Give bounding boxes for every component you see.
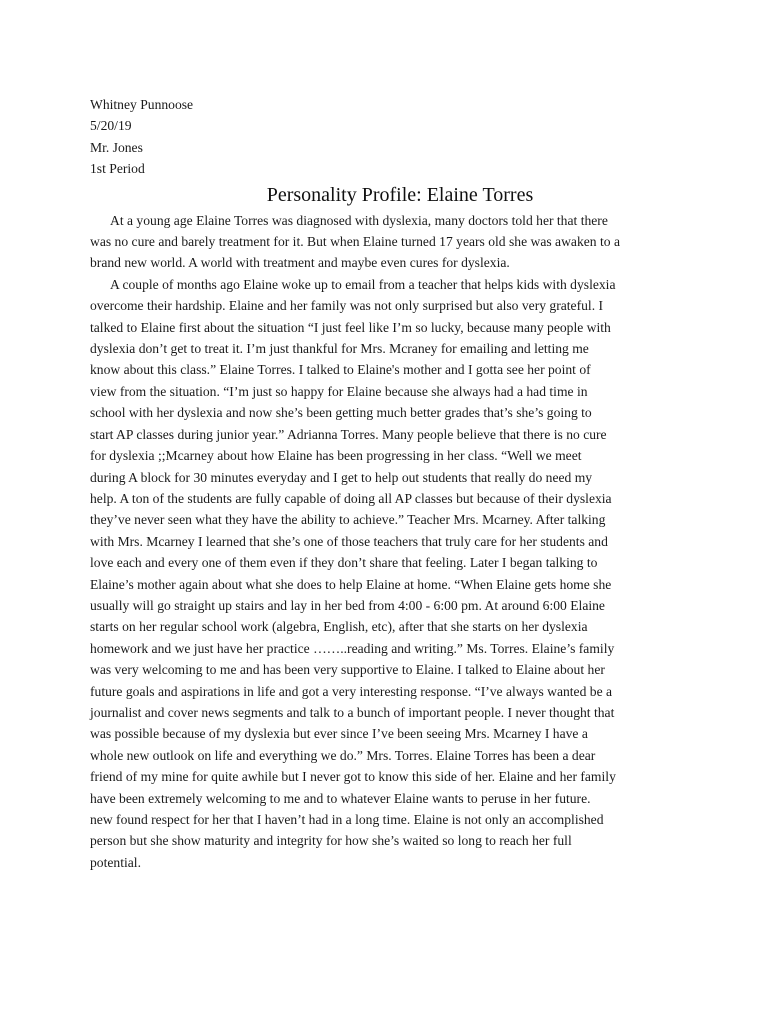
author-name: Whitney Punnoose (90, 97, 194, 112)
text-line: At a young age Elaine Torres was diagnosed with dyslexia, many doctors told her that there (110, 212, 608, 228)
text-line: with Mrs. Mcarney I learned that she’s one of those teachers that truly care for her students and (90, 533, 608, 549)
text-line: future goals and aspirations in life and got a very interesting response. “I’ve always wanted be a (90, 683, 613, 699)
text-line: starts on her regular school work (algebra, English, etc), after that she starts on her dyslexia (90, 619, 588, 635)
text-line: school with her dyslexia and now she’s been getting much better grades that’s she’s going to (90, 405, 592, 421)
text-line: was no cure and barely treatment for it. But when Elaine turned 17 years old she was awaken to a (90, 234, 620, 250)
text-line: brand new world. A world with treatment and maybe even cures for dyslexia. (90, 255, 510, 271)
date: 5/20/19 (90, 118, 132, 134)
header-block (90, 94, 710, 180)
text-line: journalist and cover news segments and talk to a bunch of important people. I never thought that (90, 704, 615, 720)
text-line: help. A ton of the students are fully capable of doing all AP classes but because of their dyslexia (90, 490, 612, 506)
text-line: view from the situation. “I’m just so happy for Elaine because she always had a had time in (90, 383, 588, 399)
paragraph-2 (90, 274, 710, 873)
paragraph-1 (90, 210, 710, 274)
class-period: 1st Period (90, 161, 145, 177)
text-line: whole new outlook on life and everything we do.” Mrs. Torres. Elaine Torres has been a dear (90, 747, 596, 763)
text-line: A couple of months ago Elaine woke up to email from a teacher that helps kids with dyslexia (110, 276, 616, 292)
text-line: talked to Elaine first about the situation “I just feel like I’m so lucky, because many people with (90, 319, 611, 335)
text-line: person but she show maturity and integrity for how she’s waited so long to reach her full (90, 833, 572, 849)
teacher-name: Mr. Jones (90, 139, 143, 155)
text-line: love each and every one of them even if they don’t share that feeling. Later I began talking to (90, 555, 598, 571)
text-line: during A block for 30 minutes everyday and I get to help out students that really do need my (90, 469, 593, 485)
text-line: friend of my mine for quite awhile but I never got to know this side of her. Elaine and her family (90, 769, 616, 785)
text-line: start AP classes during junior year.” Adrianna Torres. Many people believe that there is no cure (90, 426, 607, 442)
document-title: Personality Profile: Elaine Torres (266, 183, 534, 206)
text-line: overcome their hardship. Elaine and her family was not only surprised but also very grateful. I (90, 298, 604, 314)
text-line: was possible because of my dyslexia but ever since I’ve been seeing Mrs. Mcarney I have a (90, 726, 588, 742)
paragraphs (90, 210, 710, 874)
text-line: know about this class.” Elaine Torres. I talked to Elaine's mother and I gotta see her point of (90, 362, 591, 378)
text-line: Elaine’s mother again about what she does to help Elaine at home. “When Elaine gets home she (90, 576, 612, 592)
text-line: usually will go straight up stairs and lay in her bed from 4:00 - 6:00 pm. At around 6:00 Elaine (90, 597, 605, 613)
text-line: potential. (90, 854, 141, 870)
text-line: was very welcoming to me and has been very supportive to Elaine. I talked to Elaine about her (90, 662, 605, 678)
text-line: homework and we just have her practice ……..reading and writing.” Ms. Torres. Elaine’s family (90, 640, 615, 656)
text-line: for dyslexia ;;Mcarney about how Elaine has been progressing in her class. “Well we meet (90, 448, 582, 464)
text-line: dyslexia don’t get to treat it. I’m just thankful for Mrs. Mcraney for emailing and letting me (90, 341, 589, 357)
document-body (90, 94, 710, 873)
text-line: have been extremely welcoming to me and to whatever Elaine wants to peruse in her future. (90, 790, 591, 806)
text-line: new found respect for her that I haven’t had in a long time. Elaine is not only an accomplished (90, 812, 604, 827)
text-line: they’ve never seen what they have the ability to achieve.” Teacher Mrs. Mcarney. After talking (90, 512, 606, 528)
